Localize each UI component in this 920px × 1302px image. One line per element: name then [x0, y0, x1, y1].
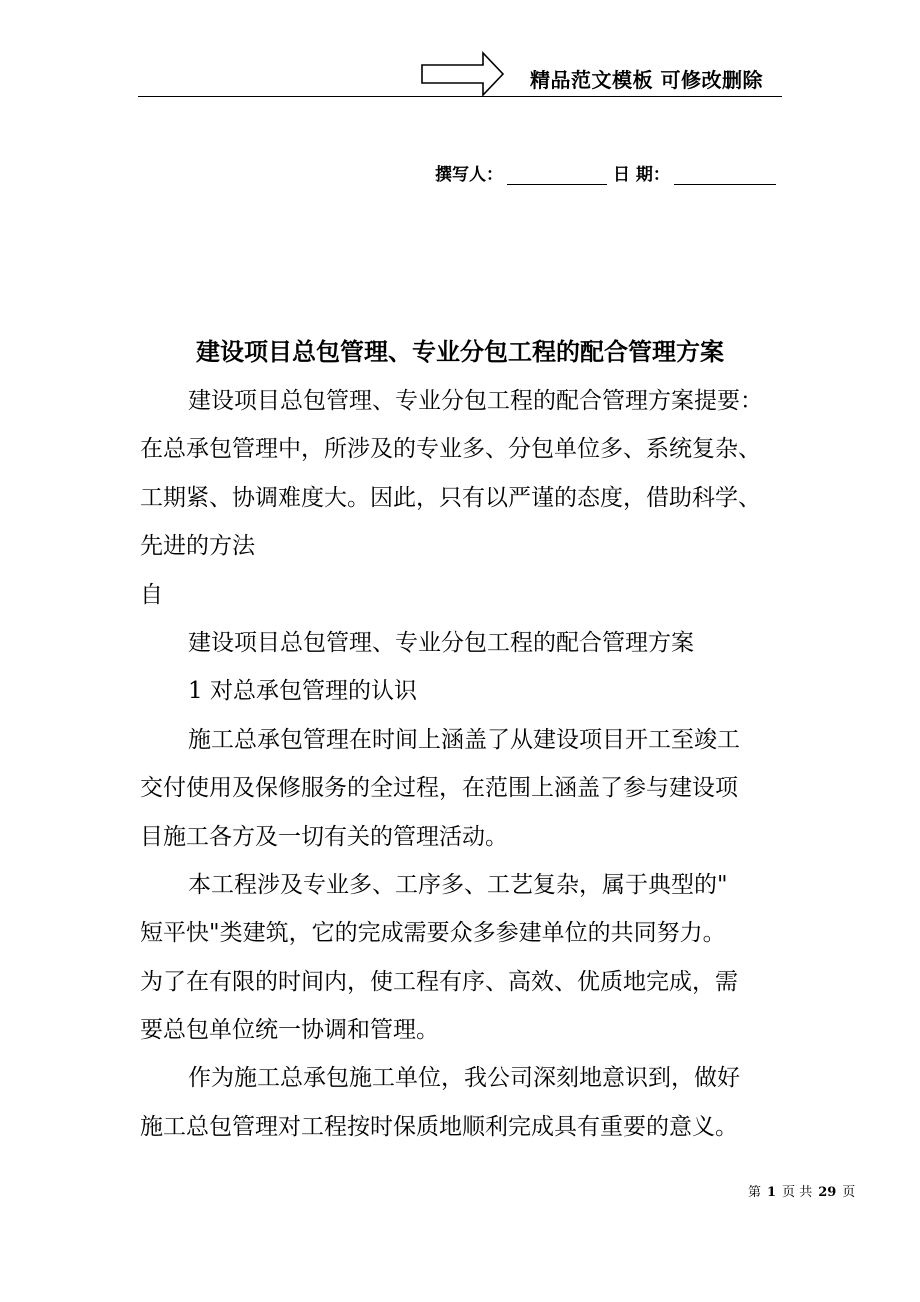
body-line: 要总包单位统一协调和管理。 — [140, 1017, 439, 1044]
current-page-number: 1 — [767, 1185, 777, 1200]
body-line: 目施工各方及一切有关的管理活动。 — [140, 823, 508, 850]
document-title: 建设项目总包管理、专业分包工程的配合管理方案 — [196, 337, 724, 366]
body-line: 建设项目总包管理、专业分包工程的配合管理方案提要： — [188, 388, 763, 414]
footer-middle: 页 共 — [782, 1185, 813, 1200]
body-line: 为了在有限的时间内，使工程有序、高效、优质地完成，需 — [140, 968, 738, 995]
total-page-count: 29 — [818, 1185, 837, 1200]
section-heading: 1 对总承包管理的认识 — [188, 678, 417, 705]
footer-suffix: 页 — [842, 1185, 856, 1200]
body-line: 短平快"类建筑，它的完成需要众多参建单位的共同努力。 — [140, 920, 726, 947]
body-line: 在总承包管理中，所涉及的专业多、分包单位多、系统复杂、 — [140, 436, 761, 463]
body-line: 先进的方法 — [140, 533, 255, 560]
date-blank — [674, 166, 776, 185]
header-label: 精品范文模板 可修改删除 — [530, 68, 763, 92]
document-body — [140, 377, 790, 1151]
body-line: 建设项目总包管理、专业分包工程的配合管理方案 — [188, 629, 694, 656]
body-line: 交付使用及保修服务的全过程，在范围上涵盖了参与建设项 — [140, 775, 738, 802]
body-line: 本工程涉及专业多、工序多、工艺复杂，属于典型的" — [188, 871, 728, 898]
body-line: 工期紧、协调难度大。因此，只有以严谨的态度，借助科学、 — [140, 484, 761, 511]
author-label: 撰写人： — [435, 165, 503, 185]
signature-line — [435, 160, 776, 185]
body-line: 自 — [140, 581, 163, 608]
body-line: 施工总承包管理在时间上涵盖了从建设项目开工至竣工 — [188, 726, 740, 753]
page-number-footer — [748, 1181, 855, 1200]
body-line: 施工总包管理对工程按时保质地顺利完成具有重要的意义。 — [140, 1113, 738, 1140]
body-line: 作为施工总承包施工单位，我公司深刻地意识到，做好 — [188, 1065, 740, 1092]
footer-prefix: 第 — [748, 1185, 762, 1200]
author-blank — [507, 166, 607, 185]
arrow-right-icon — [421, 51, 505, 97]
date-label: 日 期： — [613, 165, 670, 185]
header-divider — [138, 96, 782, 97]
